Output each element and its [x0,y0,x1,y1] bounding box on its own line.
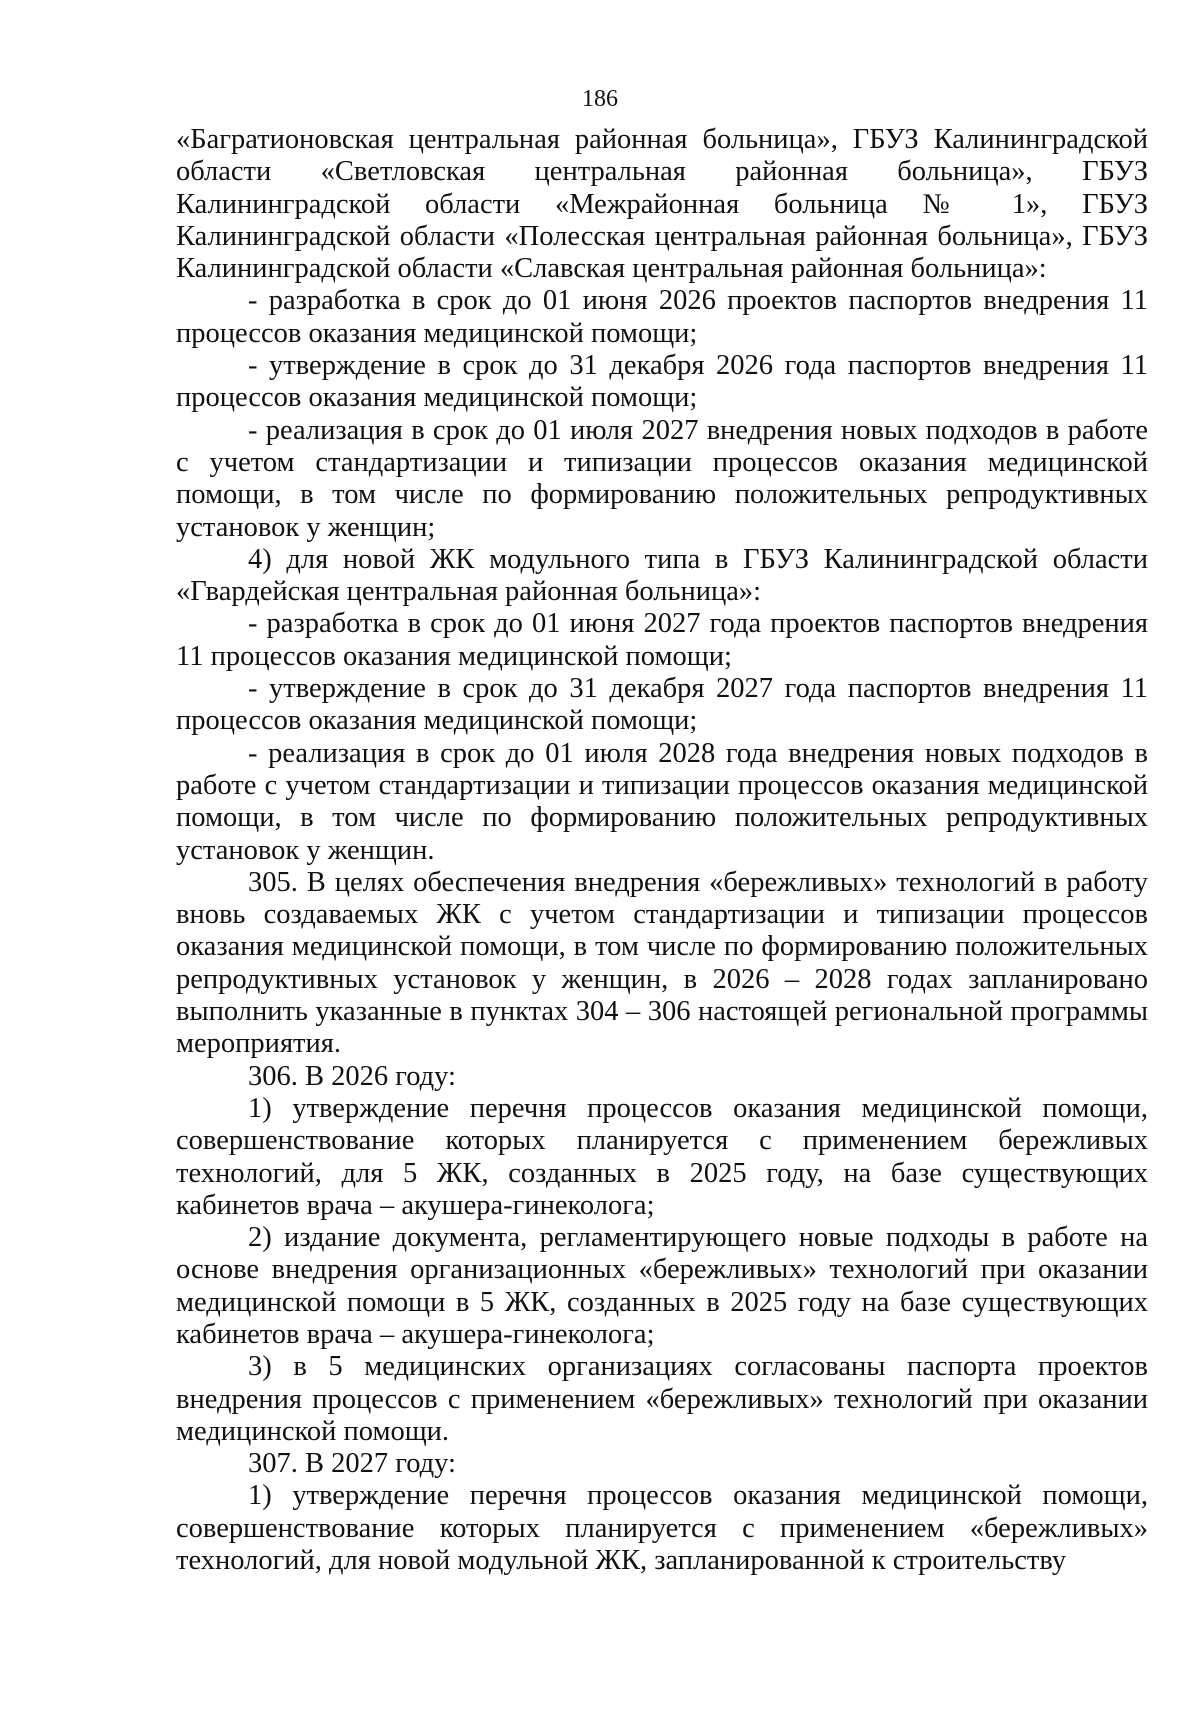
paragraph-307-subitem-1: 1) утверждение перечня процессов оказания медицинской помощи, совершенствование которых планируется с применением «бережливых» технологий, для новой модульной ЖК, запланированной к строительству [176,1480,1148,1577]
paragraph-306-subitem-3: 3) в 5 медицинских организациях согласованы паспорта проектов внедрения процессов с применением «бережливых» технологий при оказании медицинской помощи. [176,1351,1148,1447]
paragraph-continuation-hospitals: «Багратионовская центральная районная больница», ГБУЗ Калининградской области «Светловская центральная районная больница», ГБУЗ Калининградской области «Межрайонная больница № 1», ГБУЗ Калининградской области «Полесская центральная районная больница», ГБУЗ Калининградской области «Славская центральная районная больница»: [176,124,1148,285]
paragraph-item-305: 305. В целях обеспечения внедрения «бережливых» технологий в работу вновь создаваемых ЖК с учетом стандартизации и типизации процессов оказания медицинской помощи, в том числе по формированию положительных репродуктивных установок у женщин, в 2026 – 2028 годах запланировано выполнить указанные в пунктах 304 – 306 настоящей региональной программы мероприятия. [176,866,1148,1060]
paragraph-implement-2028: - реализация в срок до 01 июля 2028 года внедрения новых подходов в работе с учетом стандартизации и типизации процессов оказания медицинской помощи, в том числе по формированию положительных репродуктивных установок у женщин. [176,737,1148,866]
paragraph-develop-2027: - разработка в срок до 01 июня 2027 года проектов паспортов внедрения 11 процессов оказания медицинской помощи; [176,608,1148,672]
page-number: 186 [582,86,618,112]
paragraph-approve-2026: - утверждение в срок до 31 декабря 2026 года паспортов внедрения 11 процессов оказания медицинской помощи; [176,350,1148,414]
paragraph-item-307-heading: 307. В 2027 году: [248,1448,456,1480]
paragraph-item-306-heading: 306. В 2026 году: [248,1060,456,1092]
paragraph-item-4-gvardeysk: 4) для новой ЖК модульного типа в ГБУЗ Калининградской области «Гвардейская центральная районная больница»: [176,543,1148,608]
paragraph-306-subitem-2: 2) издание документа, регламентирующего новые подходы в работе на основе внедрения организационных «бережливых» технологий при оказании медицинской помощи в 5 ЖК, созданных в 2025 году на базе существующих кабинетов врача – акушера-гинеколога; [176,1222,1148,1350]
paragraph-develop-2026: - разработка в срок до 01 июня 2026 проектов паспортов внедрения 11 процессов оказания медицинской помощи; [176,285,1148,349]
paragraph-implement-2027: - реализация в срок до 01 июля 2027 внедрения новых подходов в работе с учетом стандартизации и типизации процессов оказания медицинской помощи, в том числе по формированию положительных репродуктивных установок у женщин; [176,414,1148,543]
paragraph-approve-2027: - утверждение в срок до 31 декабря 2027 года паспортов внедрения 11 процессов оказания медицинской помощи; [176,673,1148,737]
paragraph-306-subitem-1: 1) утверждение перечня процессов оказания медицинской помощи, совершенствование которых планируется с применением бережливых технологий, для 5 ЖК, созданных в 2025 году, на базе существующих кабинетов врача – акушера-гинеколога; [176,1092,1148,1221]
document-body [176,124,1148,1577]
